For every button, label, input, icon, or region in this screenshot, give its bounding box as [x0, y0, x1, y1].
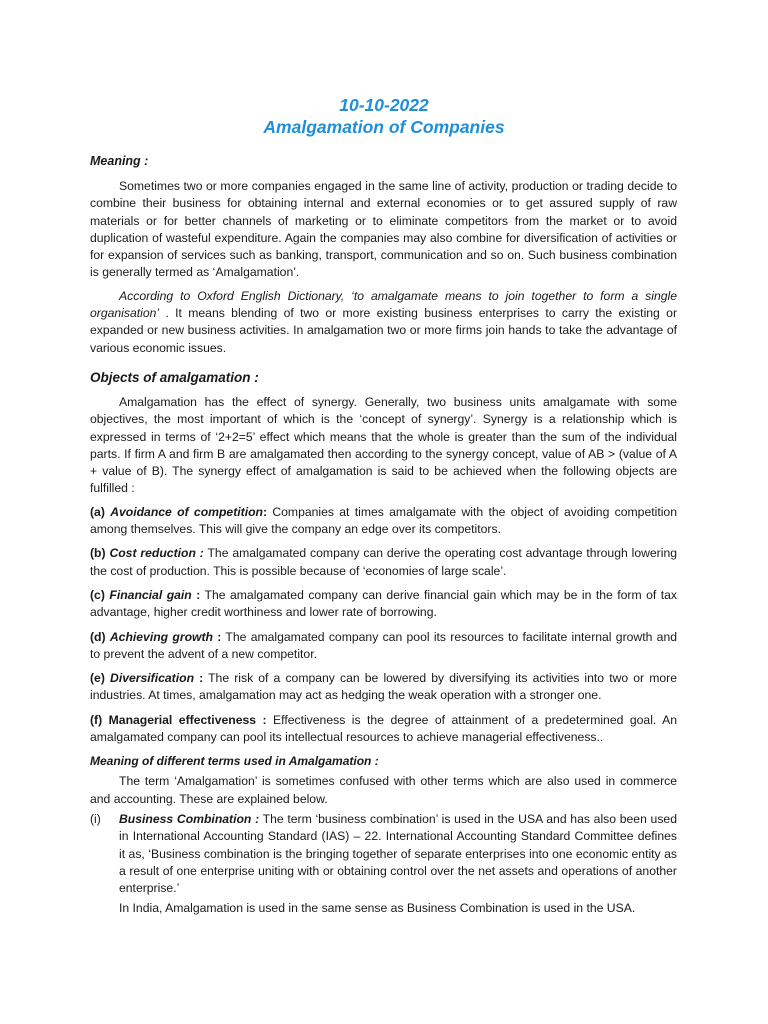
- object-item-c: (c) Financial gain : The amalgamated company can derive financial gain which may be in the form of tax advantage, higher credit worthiness and lower rate of borrowing.: [90, 587, 677, 620]
- objects-intro: Amalgamation has the effect of synergy. Generally, two business units amalgamate with some objectives, the most important of which is the ‘concept of synergy’. Synergy is a relationship which is expressed in terms of ‘2+2=5’ effect which means that the whole is greater than the sum of the individual parts. If firm A and firm B are amalgamated then according to the synergy concept, value of AB > (value of A + value of B). The synergy effect of amalgamation is said to be achieved when the following objects are fulfilled :: [90, 394, 677, 496]
- term-text: The term ‘business combination’ is used in the USA and has also been used in International Accounting Standard (IAS) – 22. International Accounting Standard Committee defines it as, ‘Business combination is the bringing together of separate enterprises into one economic entity as a result of one enterprise uniting with or obtaining control over the net assets and operations of another enterprise.’: [119, 811, 677, 896]
- meaning-paragraph-1: Sometimes two or more companies engaged in the same line of activity, production or trading decide to combine their business for obtaining internal and external economies or to get assured supply of raw materials or for better channels of marketing or to eliminate competitors from the market or to avoid duplication of wasteful expenditure. Again the companies may also combine for diversification of activities or for expansion of services such as banking, transport, communication and so on. Such business combination is generally termed as ‘Amalgamation’.: [90, 179, 677, 280]
- document-body: [90, 153, 677, 918]
- meaning-heading: Meaning :: [90, 154, 149, 168]
- terms-intro: The term ‘Amalgamation’ is sometimes confused with other terms which are also used in commerce and accounting. These are explained below.: [90, 774, 677, 806]
- objects-list: [90, 504, 677, 747]
- document-title: Amalgamation of Companies: [263, 117, 505, 137]
- term-item-business-combination: [90, 811, 677, 897]
- object-item-a: (a) Avoidance of competition: Companies at times amalgamate with the object of avoiding competition among themselves. This will give the company an edge over its competitors.: [90, 504, 677, 537]
- meaning-paragraph-2: [90, 288, 677, 357]
- term-name: Business Combination :: [119, 811, 260, 826]
- terms-heading: Meaning of different terms used in Amalgamation :: [90, 754, 379, 769]
- meaning-paragraph-2-rest: . It means blending of two or more existing business enterprises to carry the existing or expanded or new business activities. In amalgamation two or more firms join hands to take the advantage of various economic issues.: [90, 306, 677, 355]
- document-date: 10-10-2022: [339, 95, 429, 115]
- objects-heading: Objects of amalgamation :: [90, 369, 259, 385]
- term-number: (i): [90, 811, 101, 826]
- object-item-b: (b) Cost reduction : The amalgamated company can derive the operating cost advantage through lowering the cost of production. This is possible because of ‘economies of large scale’.: [90, 546, 678, 578]
- object-item-d: (d) Achieving growth : The amalgamated company can pool its resources to facilitate internal growth and to prevent the advent of a new competitor.: [90, 629, 677, 661]
- terms-after-note: In India, Amalgamation is used in the same sense as Business Combination is used in the USA.: [119, 901, 636, 916]
- oxford-quote: According to Oxford English Dictionary, ‘to amalgamate means to join together to form a single organisation’: [90, 288, 677, 321]
- object-item-f: (f) Managerial effectiveness : Effectiveness is the degree of attainment of a predetermined goal. An amalgamated company can pool its intellectual resources to achieve managerial effectiveness..: [90, 712, 677, 745]
- object-item-e: (e) Diversification : The risk of a company can be lowered by diversifying its activities into two or more industries. At times, amalgamation may act as hedging the weak operation with a stronger one.: [90, 671, 677, 703]
